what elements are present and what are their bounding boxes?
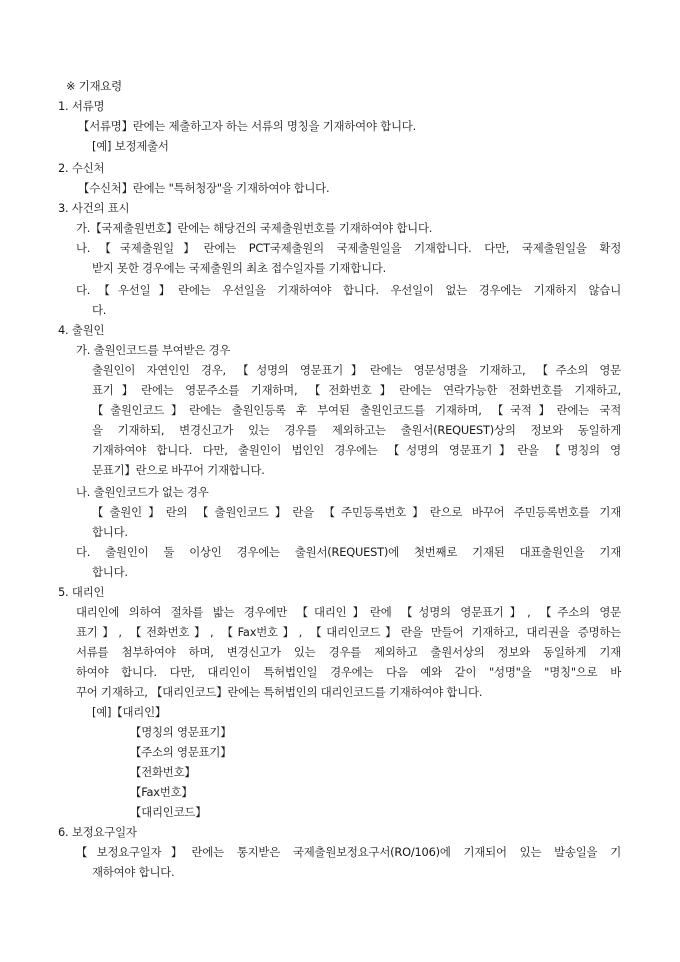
paragraph-line: 재하여야 합니다. — [92, 865, 175, 879]
paragraph-line: 【출원인】란의 【출원인코드】란을 【주민등록번호】란으로 바꾸어 주민등록번호를 기재 — [92, 505, 621, 519]
paragraph-line: 【서류명】란에는 제출하고자 하는 서류의 명칭을 기재하여야 합니다. — [78, 119, 417, 133]
paragraph-line: 나.【국제출원일】란에는 PCT국제출원의 국제출원일을 기재합니다. 다만, 국제출원일을 확정 — [76, 241, 621, 255]
paragraph-line: 표기】란에는 영문주소를 기재하며, 【전화번호】란에는 연락가능한 전화번호를 기재하고, — [92, 383, 621, 397]
section-heading: 4. 출원인 — [58, 323, 105, 337]
paragraph-line: 대리인에 의하여 절차를 밟는 경우에만 【대리인】란에 【성명의 영문표기】, 【주소의 영문 — [76, 605, 621, 619]
paragraph-line: 다. 출원인이 둘 이상인 경우에는 출원서(REQUEST)에 첫번째로 기재된 대표출원인을 기재 — [76, 545, 621, 559]
example-item: 【대리인코드】 — [130, 805, 207, 819]
example-item: 【주소의 영문표기】 — [130, 745, 232, 759]
subsection-heading: 나. 출원인코드가 없는 경우 — [76, 485, 209, 499]
example-heading: [예]【대리인】 — [92, 705, 167, 719]
paragraph-line: 가.【국제출원번호】란에는 해당건의 국제출원번호를 기재하여야 합니다. — [76, 221, 433, 235]
example-item: 【Fax번호】 — [130, 785, 193, 799]
section-heading: 2. 수신처 — [58, 161, 105, 175]
paragraph-line: 【출원인코드】란에는 출원인등록 후 부여된 출원인코드를 기재하며, 【국적】란에는 국적 — [92, 403, 621, 417]
section-heading: 6. 보정요구일자 — [58, 825, 137, 839]
paragraph-line: 합니다. — [92, 565, 128, 579]
paragraph-line: 합니다. — [92, 525, 128, 539]
paragraph-line: 다. — [92, 303, 107, 317]
example-item: 【전화번호】 — [130, 765, 196, 779]
paragraph-line: 기재하여야 합니다. 다만, 출원인이 법인인 경우에는 【성명의 영문표기】란을 【명칭의 영 — [92, 443, 621, 457]
paragraph-line: 문표기】란으로 바꾸어 기재합니다. — [92, 463, 265, 477]
paragraph-line: 【보정요구일자】란에는 통지받은 국제출원보정요구서(RO/106)에 기재되어 있는 발송일을 기 — [76, 845, 621, 859]
example-line: [예] 보정제출서 — [92, 139, 169, 153]
subsection-heading: 가. 출원인코드를 부여받은 경우 — [76, 343, 231, 357]
document-title: ※ 기재요령 — [66, 79, 122, 93]
paragraph-line: 받지 못한 경우에는 국제출원의 최초 접수일자를 기재합니다. — [92, 261, 387, 275]
paragraph-line: 다.【우선일】란에는 우선일을 기재하여야 합니다. 우선일이 없는 경우에는 기재하지 않습니 — [76, 283, 621, 297]
paragraph-line: 출원인이 자연인인 경우, 【성명의 영문표기】란에는 영문성명을 기재하고, 【주소의 영문 — [92, 363, 621, 377]
paragraph-line: 꾸어 기재하고, 【대리인코드】란에는 특허법인의 대리인코드를 기재하여야 합니다. — [76, 685, 483, 699]
section-heading: 1. 서류명 — [58, 99, 105, 113]
paragraph-line: 하여야 합니다. 다만, 대리인이 특허법인일 경우에는 다음 예와 같이 "성명"을 "명칭"으로 바 — [76, 665, 621, 679]
section-heading: 5. 대리인 — [58, 585, 105, 599]
paragraph-line: 【수신처】란에는 "특허청장"을 기재하여야 합니다. — [78, 181, 330, 195]
example-item: 【명칭의 영문표기】 — [130, 725, 232, 739]
paragraph-line: 을 기재하되, 변경신고가 있는 경우를 제외하고는 출원서(REQUEST)상의 정보와 동일하게 — [92, 423, 621, 437]
section-heading: 3. 사건의 표시 — [58, 201, 130, 215]
paragraph-line: 서류를 첨부하여야 하며, 변경신고가 있는 경우를 제외하고 출원서상의 정보와 동일하게 기재 — [76, 645, 621, 659]
paragraph-line: 표기】, 【전화번호】, 【Fax번호】, 【대리인코드】란을 만들어 기재하고, 대리권을 증명하는 — [76, 625, 621, 639]
